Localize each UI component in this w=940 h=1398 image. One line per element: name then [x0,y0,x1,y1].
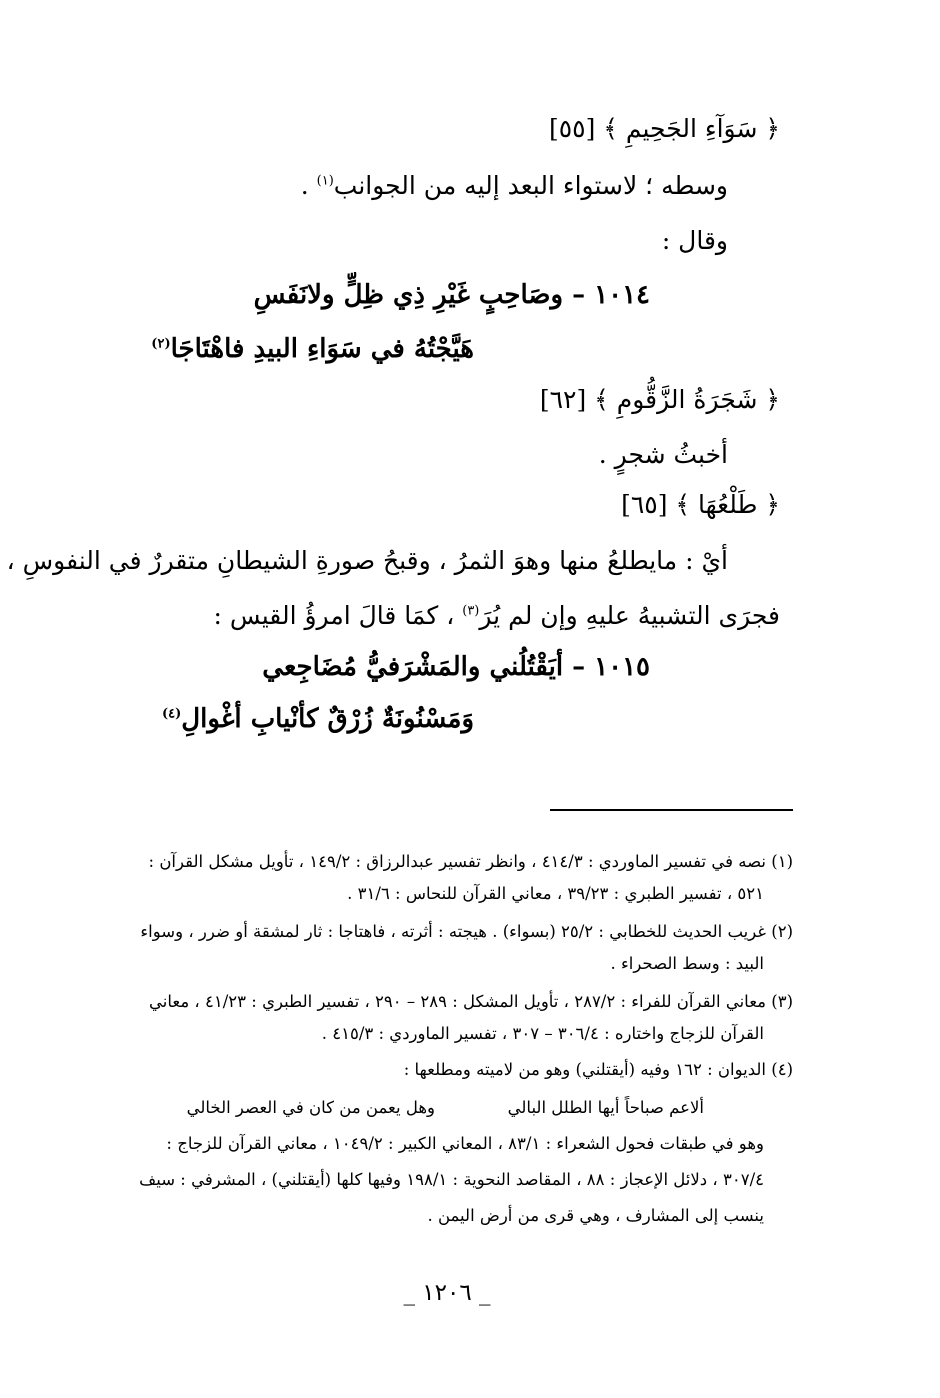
commentary-line-2: وقال : [661,226,728,255]
footnote-3-line-1: (٣) معاني القرآن للفراء : ٢٨٧/٢ ، تأويل المشكل : ٢٨٩ – ٢٩٠ ، تفسير الطبري : ٤١/٢٣ ، معاني [149,992,793,1011]
footnote-4-line-2: وهو في طبقات فحول الشعراء : ٨٣/١ ، المعاني الكبير : ١٠٤٩/٢ ، معاني القرآن للزجاج : [166,1134,764,1153]
footnote-4-line-3: ٣٠٧/٤ ، دلائل الإعجاز : ٨٨ ، المقاصد النحوية : ١٩٨/١ وفيها كلها (أيقتلني) ، المشرفي : سيف [139,1170,764,1189]
footnote-ref-3: (٣) [462,603,480,619]
footnote-ref-2: (٢) [151,336,171,352]
footnote-ref-4: (٤) [161,706,182,722]
commentary-line-1: وسطه ؛ لاستواء البعد إليه من الجوانب$^{(١)}$ . [300,171,728,200]
footnote-4-line-1: (٤) الديوان : ١٦٢ وفيه (أيقتلني) وهو من لاميته ومطلعها : [403,1060,793,1079]
commentary-line-4: أيْ : مايطلعُ منها وهوَ الثمرُ ، وقبحُ صورةِ الشيطانِ متقررٌ في النفوسِ ، [6,546,728,575]
quran-verse-65: ﴿ طَلْعُهَا ﴾ [٦٥] [621,490,780,519]
quran-verse-62: ﴿ شَجَرَةُ الزَّقُّومِ ﴾ [٦٢] [539,385,780,414]
footnote-1-line-2: ٥٢١ ، تفسير الطبري : ٣٩/٢٣ ، معاني القرآن للنحاس : ٣١/٦ . [347,884,764,903]
footnote-separator [550,809,793,811]
page-number: _ ١٢٠٦ _ [403,1280,491,1306]
commentary-line-3: أخبثُ شجرٍ . [598,440,728,469]
footnote-4-verse-second: وهل يعمن من كان في العصر الخالي [186,1098,435,1117]
footnote-4-line-4: ينسب إلى المشارف ، وهي قرى من أرض اليمن . [427,1206,764,1225]
footnote-3-line-2: القرآن للزجاج واختاره : ٣٠٦/٤ – ٣٠٧ ، تفسير الماوردي : ٤١٥/٣ . [321,1024,764,1043]
commentary-line-5: فجرَى التشبيهُ عليهِ وإن لم يُرَ$^{(٣)}$ ، كمَا قالَ امرؤُ القيس : [213,601,780,630]
quran-verse-55: ﴿ سَوَآءِ الجَحِيمِ ﴾ [٥٥] [548,114,780,143]
footnote-ref-1: (١) [316,173,334,189]
poem-verse-1014-second: هَيَّجْتُهُ في سَوَاءِ البيدِ فاهْتَاجَا$^{(٢)}$ [151,334,474,364]
footnote-2-line-2: البيد : وسط الصحراء . [610,954,764,973]
footnote-4-verse-first: ألاعم صباحاً أيها الطلل البالي [507,1098,704,1117]
poem-verse-1015-second: وَمَسْنُونَةٌ زُرْقٌ كأنْيابِ أغْوالِ$^{(٤)}$ [161,704,474,734]
poem-verse-1015-first: ١٠١٥ – أيَقْتُلُني والمَشْرَفيُّ مُضَاجِعي [262,652,650,682]
footnote-1-line-1: (١) نصه في تفسير الماوردي : ٤١٤/٣ ، وانظر تفسير عبدالرزاق : ١٤٩/٢ ، تأويل مشكل القرآن : [148,852,793,871]
footnote-2-line-1: (٢) غريب الحديث للخطابي : ٢٥/٢ (بسواء) . هيجته : أثرته ، فاهتاجا : ثار لمشقة أو ضرر ، وسواء [140,922,793,941]
poem-verse-1014-first: ١٠١٤ – وصَاحِبٍ غَيْرِ ذِي ظِلٍّ ولانَفَسِ [253,280,650,310]
